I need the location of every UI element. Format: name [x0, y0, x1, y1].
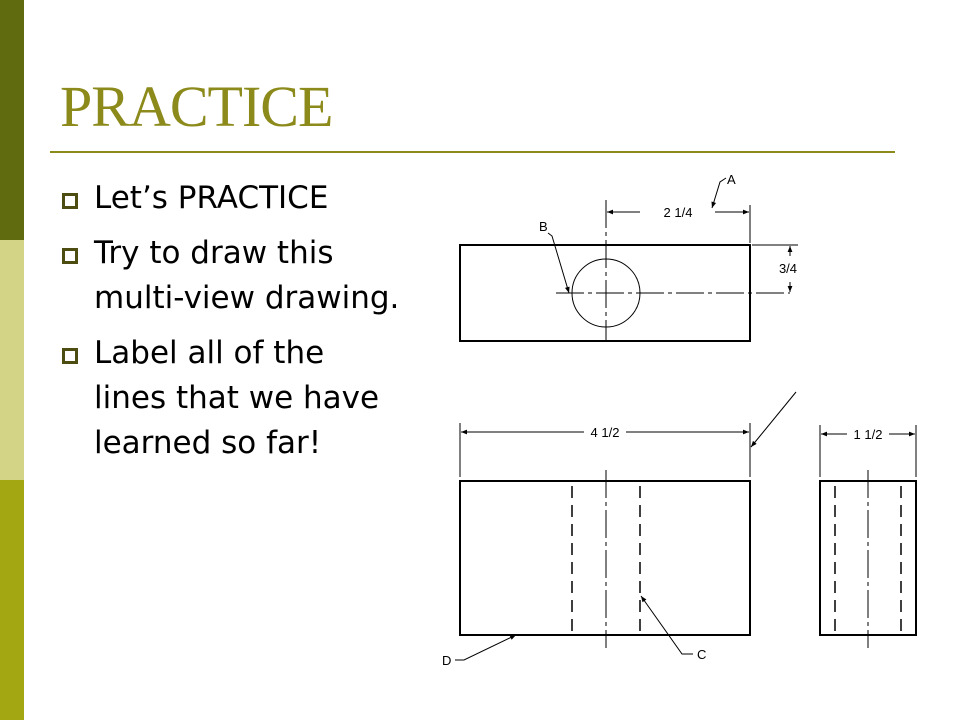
dimension-4-1-2-label: 4 1/2 [590, 425, 620, 440]
square-bullet-icon [62, 248, 78, 264]
dimension-1-1-2-label: 1 1/2 [853, 427, 883, 442]
bullet-item [60, 331, 400, 466]
dimension-2-1-4-label: 2 1/4 [663, 205, 693, 220]
top-view [460, 172, 798, 341]
sidebar-decoration [0, 0, 24, 720]
label-d: D [442, 653, 452, 668]
square-bullet-icon [62, 348, 78, 364]
bullet-list [60, 176, 400, 476]
bullet-item [60, 231, 400, 321]
label-b: B [539, 219, 548, 234]
label-c: C [697, 647, 707, 662]
leader-line-c [641, 596, 693, 654]
sidebar-band-top [0, 0, 24, 240]
leader-line-a [712, 178, 726, 208]
side-view [820, 425, 916, 648]
dimension-3-4-label: 3/4 [778, 261, 798, 276]
square-bullet-icon [62, 193, 78, 209]
front-view-outline [460, 481, 750, 635]
leader-line-d [455, 635, 516, 660]
sidebar-band-middle [0, 240, 24, 480]
bullet-text: Try to draw this multi-view drawing. [94, 235, 400, 316]
bullet-text: Let’s PRACTICE [94, 180, 329, 216]
unlabeled-leader-line [751, 392, 796, 447]
title-divider [50, 151, 895, 153]
sidebar-band-bottom [0, 480, 24, 720]
bullet-text: Label all of the lines that we have learned so far! [94, 335, 380, 461]
label-a: A [727, 172, 736, 187]
leader-line-b [548, 233, 569, 293]
front-view [442, 392, 796, 668]
bullet-item [60, 176, 400, 221]
slide-title: PRACTICE [60, 74, 333, 139]
multiview-drawing [430, 160, 940, 680]
